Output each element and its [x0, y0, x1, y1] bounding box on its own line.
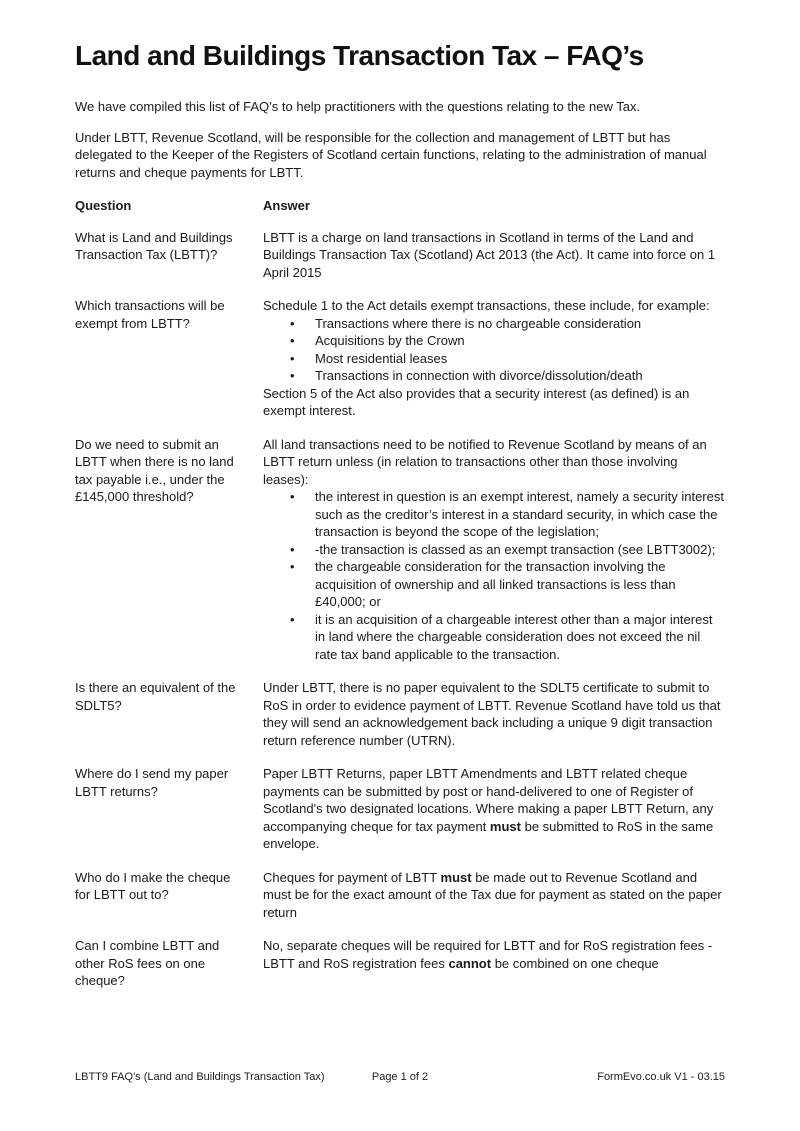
answer-cell [263, 297, 725, 420]
answer-text: -the transaction is classed as an exempt transaction (see LBTT3002); [315, 541, 716, 557]
answer-text: Paper LBTT Returns, paper LBTT Amendments and LBTT related cheque payments can be submitted by post or hand-delivered to one of Register of Scotland's two designated locations. Where making a paper LBTT Return, any accompanying cheque for tax payment [263, 766, 714, 834]
bullet-item [315, 558, 725, 611]
answer-text: Acquisitions by the Crown [315, 333, 465, 348]
answer-text: the interest in question is an exempt interest, namely a security interest such as the creditor’s interest in a standard security, in which case the transaction is beyond the scope of the legislation; [315, 489, 724, 539]
faq-row [75, 679, 725, 749]
answer-cell [263, 937, 725, 990]
faq-row [75, 436, 725, 664]
question-column-header: Question [75, 198, 132, 213]
answer-text: it is an acquisition of a chargeable interest other than a major interest in land where the chargeable consideration does not exceed the nil rate tax band applicable to the transaction. [315, 611, 713, 662]
answer-bullet-list [263, 315, 725, 385]
intro-paragraph-2: Under LBTT, Revenue Scotland, will be responsible for the collection and management of LBTT but has delegated to the Keeper of the Registers of Scotland certain functions, relating to the administration of manual returns and cheque payments for LBTT. [75, 129, 707, 180]
bullet-item [315, 332, 725, 350]
bullet-item [315, 611, 725, 664]
answer-paragraph [263, 229, 725, 282]
question-cell: Where do I send my paper LBTT returns? [75, 766, 229, 799]
answer-text: Schedule 1 to the Act details exempt transactions, these include, for example: [263, 298, 710, 313]
bullet-item [315, 488, 725, 541]
page-title: Land and Buildings Transaction Tax – FAQ’s [75, 40, 644, 71]
answer-bullet-list [263, 488, 725, 663]
answer-column-header: Answer [263, 198, 310, 213]
answer-text: No, separate cheques will be required for LBTT and for RoS registration fees - LBTT and RoS registration fees [263, 938, 713, 971]
answer-bold-text: must [440, 869, 472, 885]
answer-paragraph [263, 937, 725, 972]
faq-row [75, 765, 725, 853]
answer-paragraph [263, 679, 725, 749]
answer-bold-text: must [489, 818, 521, 834]
answer-text: be submitted to RoS in the same envelope. [263, 818, 714, 851]
faq-header-row [75, 197, 725, 215]
question-cell: Who do I make the cheque for LBTT out to? [75, 869, 231, 902]
answer-cell [263, 765, 725, 853]
answer-paragraph [263, 297, 725, 315]
question-cell: Do we need to submit an LBTT when there is no land tax payable i.e., under the £145,000 threshold? [75, 436, 234, 504]
answer-text: All land transactions need to be notified to Revenue Scotland by means of an LBTT return unless (in relation to transactions other than those involving leases): [263, 436, 707, 487]
answer-text: Transactions in connection with divorce/dissolution/death [315, 368, 643, 383]
bullet-item [315, 350, 725, 368]
answer-paragraph [263, 765, 725, 853]
answer-text: Transactions where there is no chargeable consideration [315, 315, 642, 331]
answer-cell [263, 229, 725, 282]
faq-rows-container [75, 229, 725, 990]
answer-text: LBTT is a charge on land transactions in Scotland in terms of the Land and Buildings Transaction Tax (Scotland) Act 2013 (the Act). It came into force on 1 April 2015 [263, 229, 716, 280]
answer-text: the chargeable consideration for the transaction involving the acquisition of ownership and all linked transactions is less than £40,000; or [315, 559, 676, 609]
answer-cell [263, 436, 725, 664]
question-cell: Is there an equivalent of the SDLT5? [75, 680, 236, 713]
footer-version: FormEvo.co.uk V1 - 03.15 [597, 1071, 725, 1083]
question-cell: Can I combine LBTT and other RoS fees on one cheque? [75, 938, 220, 988]
question-cell: What is Land and Buildings Transaction Tax (LBTT)? [75, 229, 233, 262]
intro-paragraph-1: We have compiled this list of FAQ’s to help practitioners with the questions relating to the new Tax. [75, 99, 641, 114]
answer-paragraph [263, 385, 725, 420]
bullet-item [315, 541, 725, 559]
answer-text: be combined on one cheque [491, 955, 659, 971]
answer-paragraph [263, 436, 725, 489]
answer-cell [263, 679, 725, 749]
footer-page-number: Page 1 of 2 [371, 1071, 429, 1083]
question-cell: Which transactions will be exempt from LBTT? [75, 298, 225, 331]
faq-row [75, 937, 725, 990]
answer-bold-text: cannot [448, 955, 492, 971]
faq-row [75, 297, 725, 420]
answer-text: Most residential leases [315, 350, 448, 366]
answer-cell [263, 869, 725, 922]
footer-document-reference: LBTT9 FAQ's (Land and Buildings Transaction Tax) [75, 1071, 325, 1083]
bullet-item [315, 367, 725, 385]
bullet-item [315, 315, 725, 333]
page-footer [75, 1071, 725, 1087]
answer-text: Under LBTT, there is no paper equivalent to the SDLT5 certificate to submit to RoS in order to evidence payment of LBTT. Revenue Scotland have told us that they will send an acknowledgement back including a unique 9 digit transaction return reference number (UTRN). [263, 680, 721, 748]
answer-text: Section 5 of the Act also provides that a security interest (as defined) is an exempt interest. [263, 385, 690, 418]
faq-row [75, 229, 725, 282]
answer-paragraph [263, 869, 725, 922]
answer-text: Cheques for payment of LBTT [263, 869, 441, 885]
answer-text: be made out to Revenue Scotland and must be for the exact amount of the Tax due for payment as stated on the paper return [263, 869, 722, 920]
faq-row [75, 869, 725, 922]
